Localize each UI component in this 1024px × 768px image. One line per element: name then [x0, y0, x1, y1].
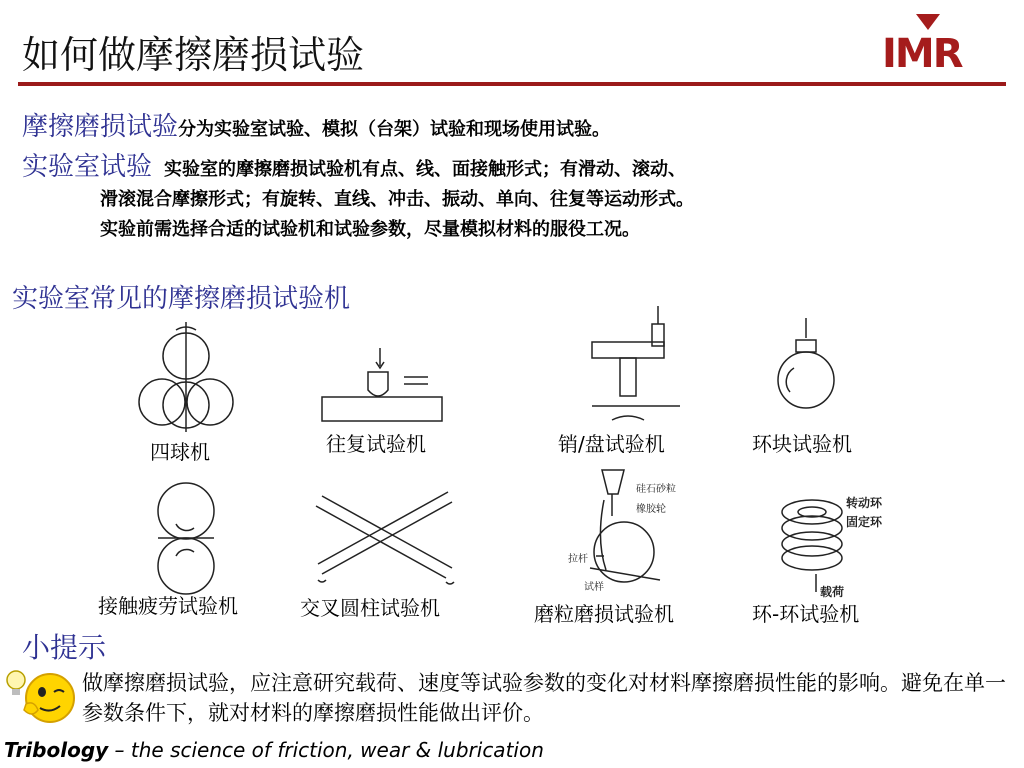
label-abrasive-specimen: 试样	[584, 582, 604, 593]
label-abrasive-lever: 拉杆	[568, 554, 588, 565]
caption-reciprocating: 往复试验机	[326, 432, 426, 456]
caption-contact-fatigue: 接触疲劳试验机	[98, 594, 238, 618]
footer-text: – the science of friction, wear & lubrication	[108, 738, 544, 762]
intro-text: 分为实验室试验、模拟（台架）试验和现场使用试验。	[178, 119, 611, 140]
ring-block-diagram	[778, 318, 834, 408]
tips-heading: 小提示	[22, 631, 107, 664]
four-ball-diagram	[139, 322, 233, 432]
section-title: 实验室常见的摩擦磨损试验机	[12, 284, 351, 314]
lab-test-line3: 实验前需选择合适的试验机和试验参数，尽量模拟材料的服役工况。	[100, 219, 640, 240]
lab-test-line2: 滑滚混合摩擦形式；有旋转、直线、冲击、振动、单向、往复等运动形式。	[100, 189, 694, 210]
intro-lead: 摩擦磨损试验	[22, 112, 179, 142]
label-abrasive-sand: 硅石砂粒	[636, 484, 676, 495]
caption-ring-block: 环块试验机	[752, 432, 852, 456]
reciprocating-diagram	[322, 348, 442, 421]
slide-title: 如何做摩擦磨损试验	[22, 33, 365, 77]
footer-tagline	[4, 738, 544, 762]
caption-crossed-cylinder: 交叉圆柱试验机	[300, 596, 440, 620]
caption-four-ball: 四球机	[150, 440, 210, 464]
tips-text: 做摩擦磨损试验，应注意研究载荷、速度等试验参数的变化对材料摩擦磨损性能的影响。避免在单一参数条件下，就对材料的摩擦磨损性能做出评价。	[82, 671, 1006, 725]
thinking-face-icon	[2, 662, 80, 730]
logo-text: IMR	[882, 31, 962, 77]
label-ring-rotating: 转动环	[846, 496, 883, 510]
lab-test-line1: 实验室的摩擦磨损试验机有点、线、面接触形式；有滑动、滚动、	[164, 159, 687, 180]
crossed-cylinder-diagram	[316, 492, 454, 584]
label-abrasive-wheel: 橡胶轮	[636, 504, 666, 515]
caption-pin-disc: 销/盘试验机	[558, 432, 665, 456]
lab-test-lead: 实验室试验	[22, 152, 153, 182]
contact-fatigue-diagram	[158, 483, 214, 594]
ring-ring-diagram	[782, 500, 842, 592]
pin-disc-diagram	[592, 306, 680, 420]
label-ring-fixed: 固定环	[846, 515, 883, 529]
caption-abrasive: 磨粒磨损试验机	[534, 602, 674, 626]
footer-brand: Tribology	[4, 738, 109, 762]
caption-ring-ring: 环-环试验机	[752, 602, 860, 626]
label-ring-load: 载荷	[820, 585, 845, 599]
